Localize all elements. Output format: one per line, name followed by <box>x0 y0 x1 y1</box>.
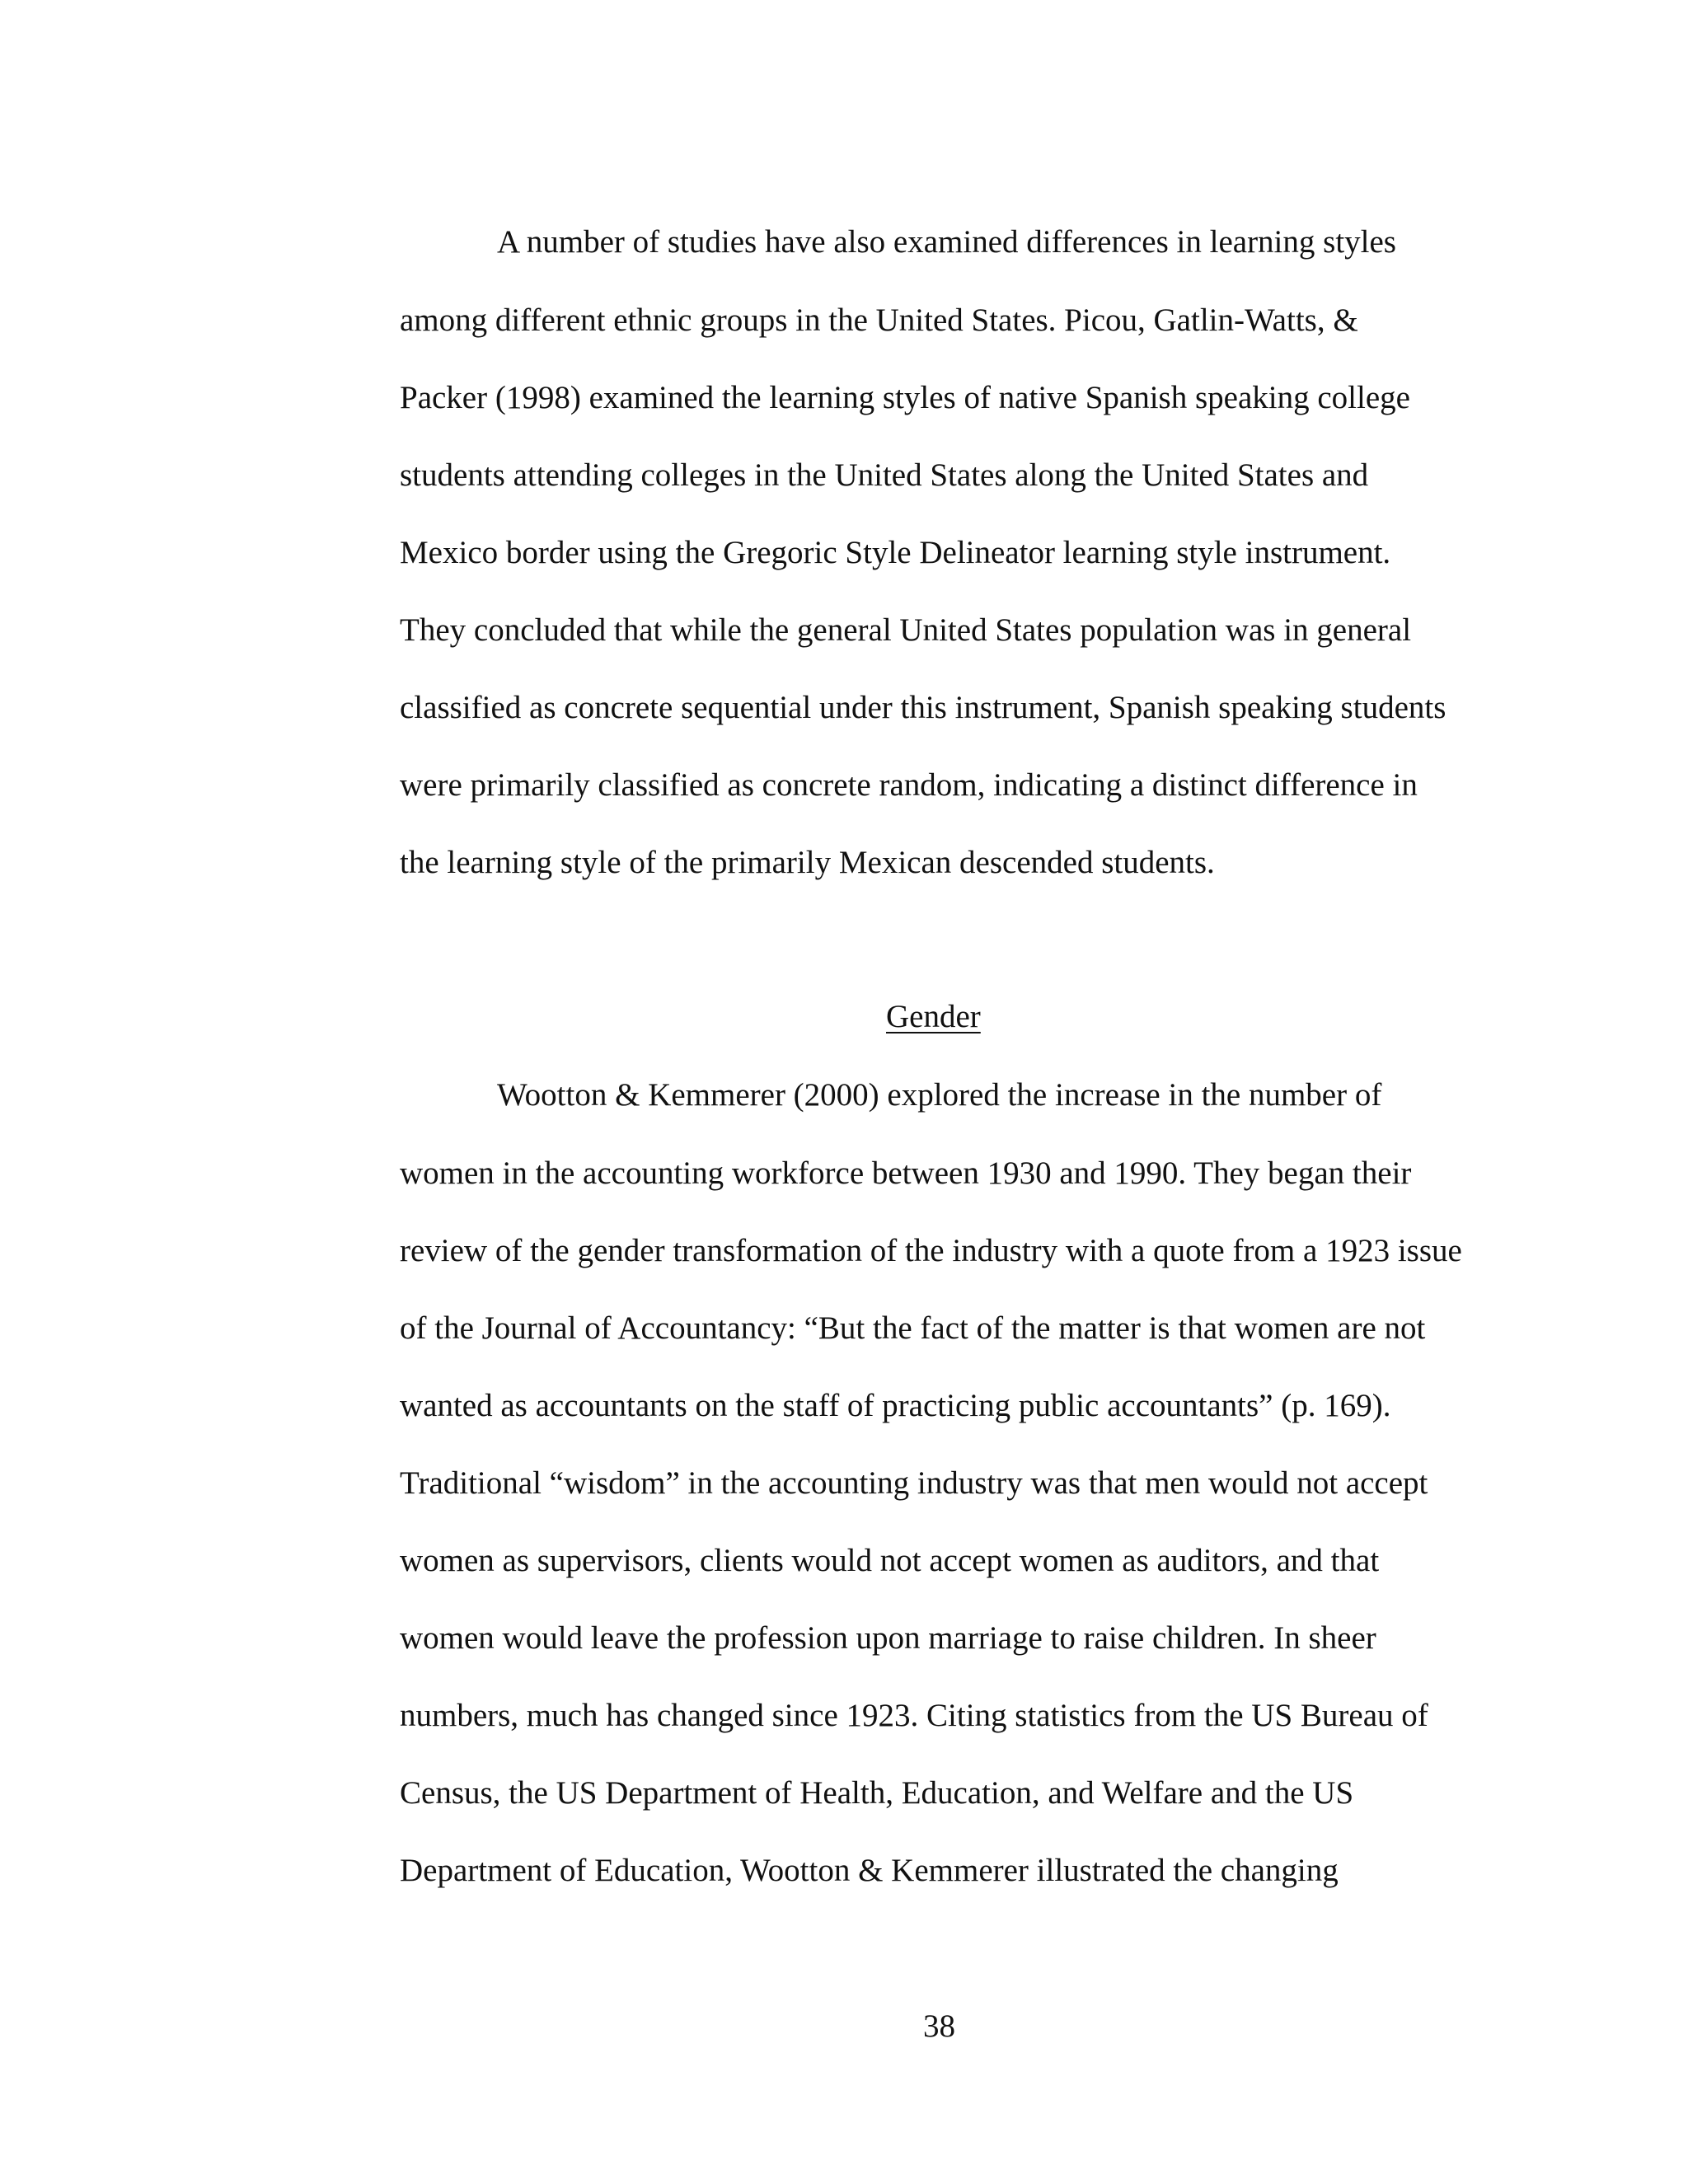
paragraph-1-line-5: Mexico border using the Gregoric Style Delineator learning style instrument. <box>400 535 1391 570</box>
paragraph-2-line-10: Census, the US Department of Health, Education, and Welfare and the US <box>400 1775 1354 1811</box>
paragraph-1-line-3: Packer (1998) examined the learning styles of native Spanish speaking college <box>400 380 1410 415</box>
page-number: 38 <box>923 2008 955 2044</box>
paragraph-2-line-3: review of the gender transformation of the industry with a quote from a 1923 issue <box>400 1233 1462 1268</box>
paragraph-2-line-7: women as supervisors, clients would not accept women as auditors, and that <box>400 1543 1380 1578</box>
section-heading: Gender <box>886 999 981 1034</box>
paragraph-1-line-4: students attending colleges in the United States along the United States and <box>400 457 1369 493</box>
paragraph-2-line-1: Wootton & Kemmerer (2000) explored the increase in the number of <box>497 1077 1382 1113</box>
paragraph-2-line-4: of the Journal of Accountancy: “But the fact of the matter is that women are not <box>400 1310 1426 1346</box>
paragraph-1-line-2: among different ethnic groups in the United States. Picou, Gatlin-Watts, & <box>400 302 1358 338</box>
paragraph-1-line-7: classified as concrete sequential under this instrument, Spanish speaking students <box>400 690 1447 725</box>
paragraph-2-line-6: Traditional “wisdom” in the accounting industry was that men would not accept <box>400 1465 1428 1501</box>
paragraph-1-line-9: the learning style of the primarily Mexican descended students. <box>400 845 1215 880</box>
paragraph-2-line-5: wanted as accountants on the staff of practicing public accountants” (p. 169). <box>400 1388 1391 1423</box>
paragraph-2-line-8: women would leave the profession upon marriage to raise children. In sheer <box>400 1620 1376 1656</box>
paragraph-1-line-1: A number of studies have also examined differences in learning styles <box>497 224 1396 260</box>
paragraph-2-line-9: numbers, much has changed since 1923. Citing statistics from the US Bureau of <box>400 1698 1428 1733</box>
paragraph-2-line-11: Department of Education, Wootton & Kemmerer illustrated the changing <box>400 1853 1339 1888</box>
paragraph-2-line-2: women in the accounting workforce between 1930 and 1990. They began their <box>400 1155 1412 1191</box>
paragraph-1-line-8: were primarily classified as concrete random, indicating a distinct difference in <box>400 767 1418 803</box>
paragraph-1-line-6: They concluded that while the general United States population was in general <box>400 612 1412 648</box>
